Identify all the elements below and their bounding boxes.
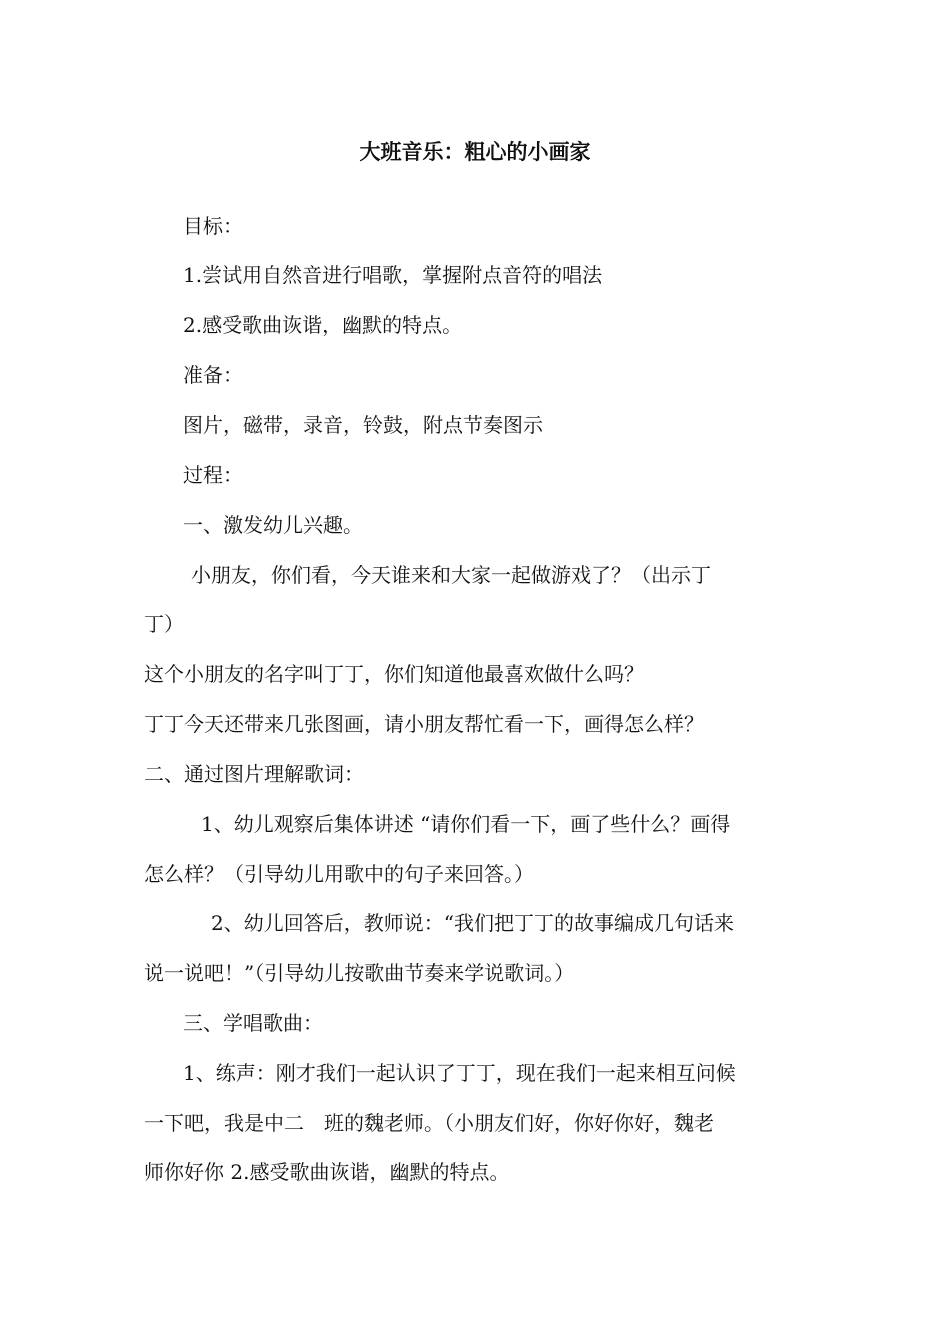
text-line-item-3-1a: 1、练声：刚才我们一起认识了丁丁，现在我们一起来相互问候 xyxy=(183,1061,736,1085)
text-line-section-1: 一、激发幼儿兴趣。 xyxy=(183,513,363,537)
text-line-goal-1: 1.尝试用自然音进行唱歌，掌握附点音符的唱法 xyxy=(183,263,603,287)
text-line-para-2: 这个小朋友的名字叫丁丁，你们知道他最喜欢做什么吗？ xyxy=(144,662,644,686)
text-line-para-3: 丁丁今天还带来几张图画，请小朋友帮忙看一下，画得怎么样？ xyxy=(144,712,704,736)
text-line-goal-heading: 目标： xyxy=(183,214,243,238)
text-line-item-2-2b: 说一说吧！”（引导幼儿按歌曲节奏来学说歌词。） xyxy=(144,961,575,985)
text-line-para-1b: 丁） xyxy=(144,612,184,636)
text-line-item-3-1b: 一下吧，我是中二 班的魏老师。（小朋友们好，你好你好，魏老 xyxy=(144,1111,714,1135)
text-line-section-2: 二、通过图片理解歌词： xyxy=(144,762,364,786)
text-line-prep-heading: 准备： xyxy=(183,363,243,387)
text-line-item-3-1c: 师你好你 2.感受歌曲诙谐，幽默的特点。 xyxy=(144,1160,510,1184)
document-title: 大班音乐：粗心的小画家 xyxy=(359,140,591,164)
text-line-item-2-2a: 2、幼儿回答后，教师说：“我们把丁丁的故事编成几句话来 xyxy=(211,911,734,935)
text-line-prep-items: 图片，磁带，录音，铃鼓，附点节奏图示 xyxy=(183,413,543,437)
text-line-para-1a: 小朋友，你们看，今天谁来和大家一起做游戏了？（出示丁 xyxy=(191,563,711,587)
text-line-goal-2: 2.感受歌曲诙谐，幽默的特点。 xyxy=(183,313,463,337)
text-line-item-2-1a: 1、幼儿观察后集体讲述 “请你们看一下，画了些什么？画得 xyxy=(201,812,731,836)
text-line-item-2-1b: 怎么样？（引导幼儿用歌中的句子来回答。） xyxy=(144,862,534,886)
text-line-section-3: 三、学唱歌曲： xyxy=(183,1011,323,1035)
text-line-process-heading: 过程： xyxy=(183,463,243,487)
